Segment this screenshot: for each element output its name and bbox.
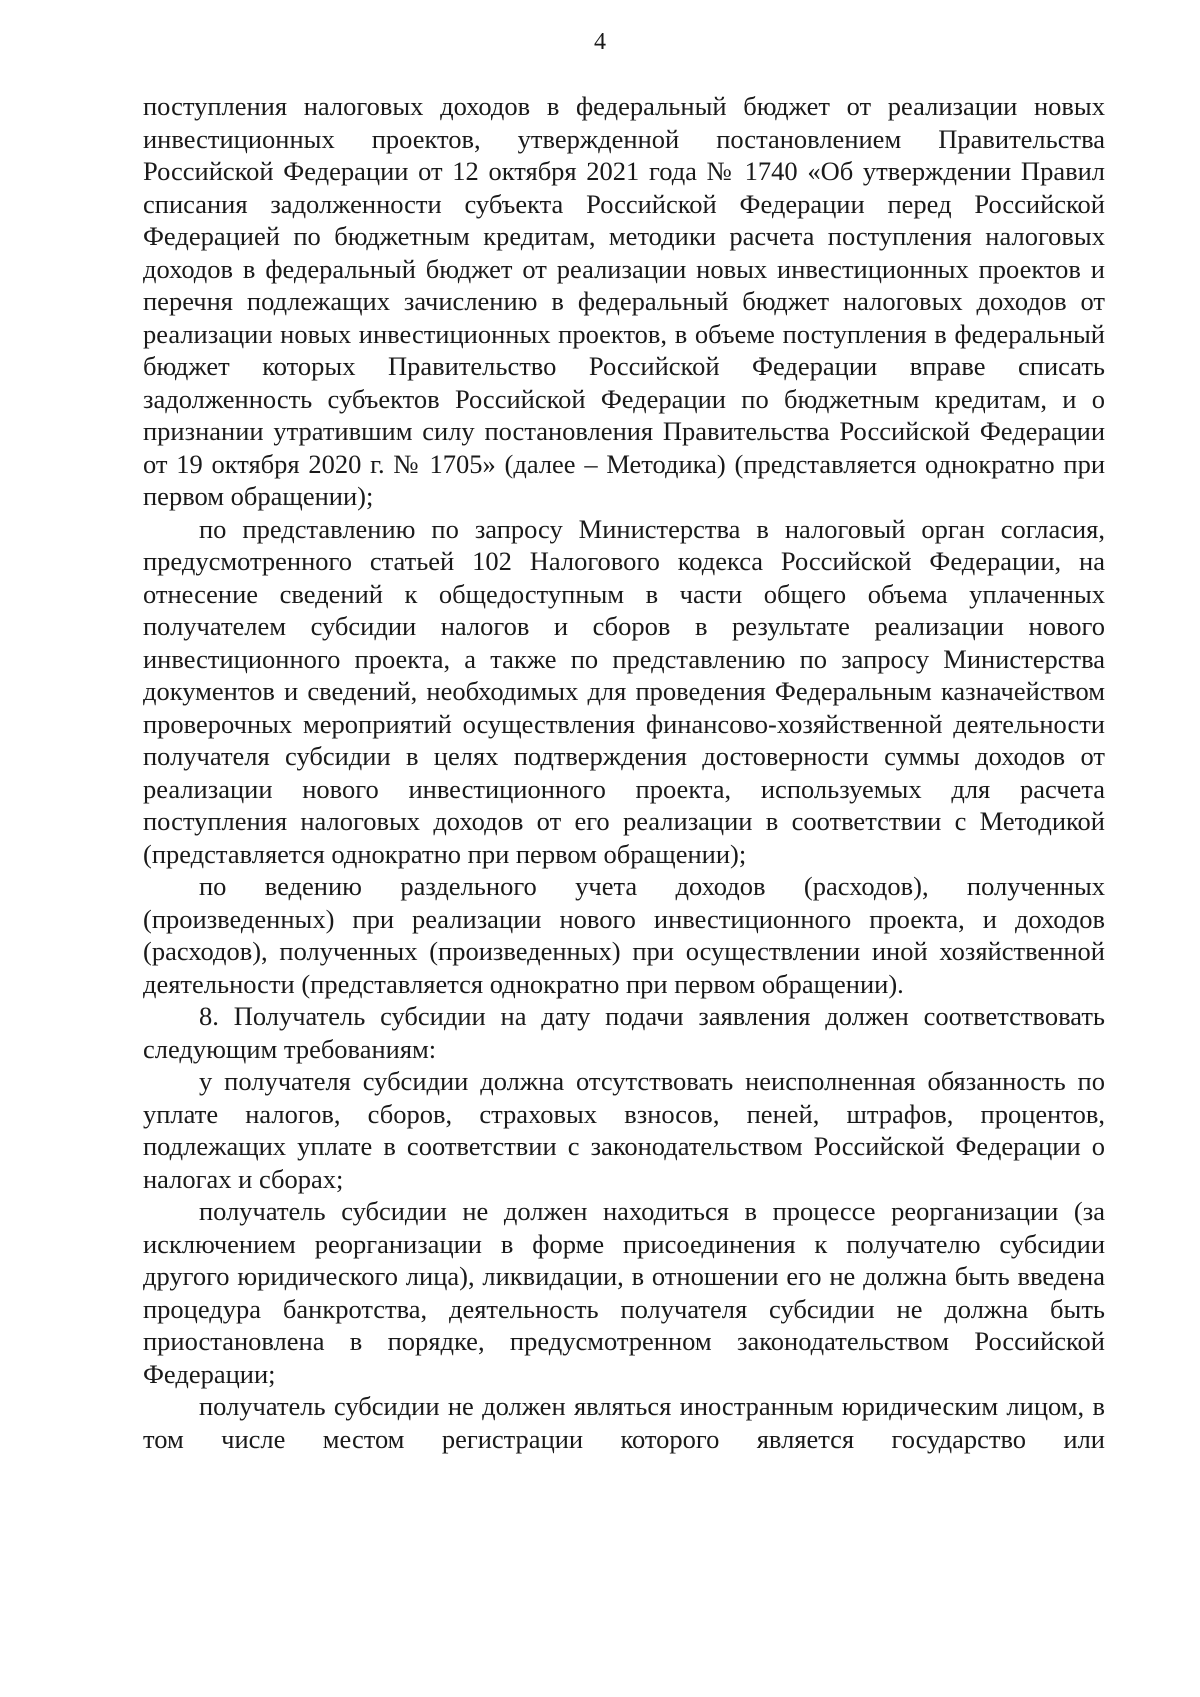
paragraph-separate-accounting: по ведению раздельного учета доходов (расходов), полученных (произведенных) при реализации нового инвестиционного проекта, и доходов (расходов), полученных (произведенных) при осуществлении иной хозяйственной деятельности (представляется однократно при первом обращении). bbox=[143, 871, 1105, 999]
paragraph-no-reorganization: получатель субсидии не должен находиться в процессе реорганизации (за исключением реорганизации в форме присоединения к получателю субсидии другого юридического лица), ликвидации, в отношении его не должна быть введена процедура банкротства, деятельность получателя субсидии не должна быть приостановлена в порядке, предусмотренном законодательством Российской Федерации; bbox=[143, 1196, 1105, 1389]
paragraph-tax-methodology: поступления налоговых доходов в федеральный бюджет от реализации новых инвестиционных проектов, утвержденной постановлением Правительства Российской Федерации от 12 октября 2021 года № 1740 «Об утверждении Правил списания задолженности субъекта Российской Федерации перед Российской Федерацией по бюджетным кредитам, методики расчета поступления налоговых доходов в федеральный бюджет от реализации новых инвестиционных проектов и перечня подлежащих зачислению в федеральный бюджет налоговых доходов от реализации новых инвестиционных проектов, в объеме поступления в федеральный бюджет которых Правительство Российской Федерации вправе списать задолженность субъектов Российской Федерации по бюджетным кредитам, и о признании утратившим силу постановления Правительства Российской Федерации от 19 октября 2020 г. № 1705» (далее – Методика) (представляется однократно при первом обращении); bbox=[143, 91, 1105, 511]
paragraph-section-8: 8. Получатель субсидии на дату подачи заявления должен соответствовать следующим требованиям: bbox=[143, 1001, 1105, 1064]
paragraph-not-foreign-entity: получатель субсидии не должен являться иностранным юридическим лицом, в том числе местом регистрации которого является государство или bbox=[143, 1391, 1105, 1454]
paragraph-tax-consent: по представлению по запросу Министерства в налоговый орган согласия, предусмотренного статьей 102 Налогового кодекса Российской Федерации, на отнесение сведений к общедоступным в части общего объема уплаченных получателем субсидии налогов и сборов в результате реализации нового инвестиционного проекта, а также по представлению по запросу Министерства документов и сведений, необходимых для проведения Федеральным казначейством проверочных мероприятий осуществления финансово-хозяйственной деятельности получателя субсидии в целях подтверждения достоверности суммы доходов от реализации нового инвестиционного проекта, используемых для расчета поступления налоговых доходов от его реализации в соответствии с Методикой (представляется однократно при первом обращении); bbox=[143, 513, 1105, 869]
paragraph-no-tax-debt: у получателя субсидии должна отсутствовать неисполненная обязанность по уплате налогов, сборов, страховых взносов, пеней, штрафов, процентов, подлежащих уплате в соответствии с законодательством Российской Федерации о налогах и сборах; bbox=[143, 1066, 1105, 1194]
document-body bbox=[143, 90, 1105, 1455]
page-number: 4 bbox=[594, 29, 606, 55]
